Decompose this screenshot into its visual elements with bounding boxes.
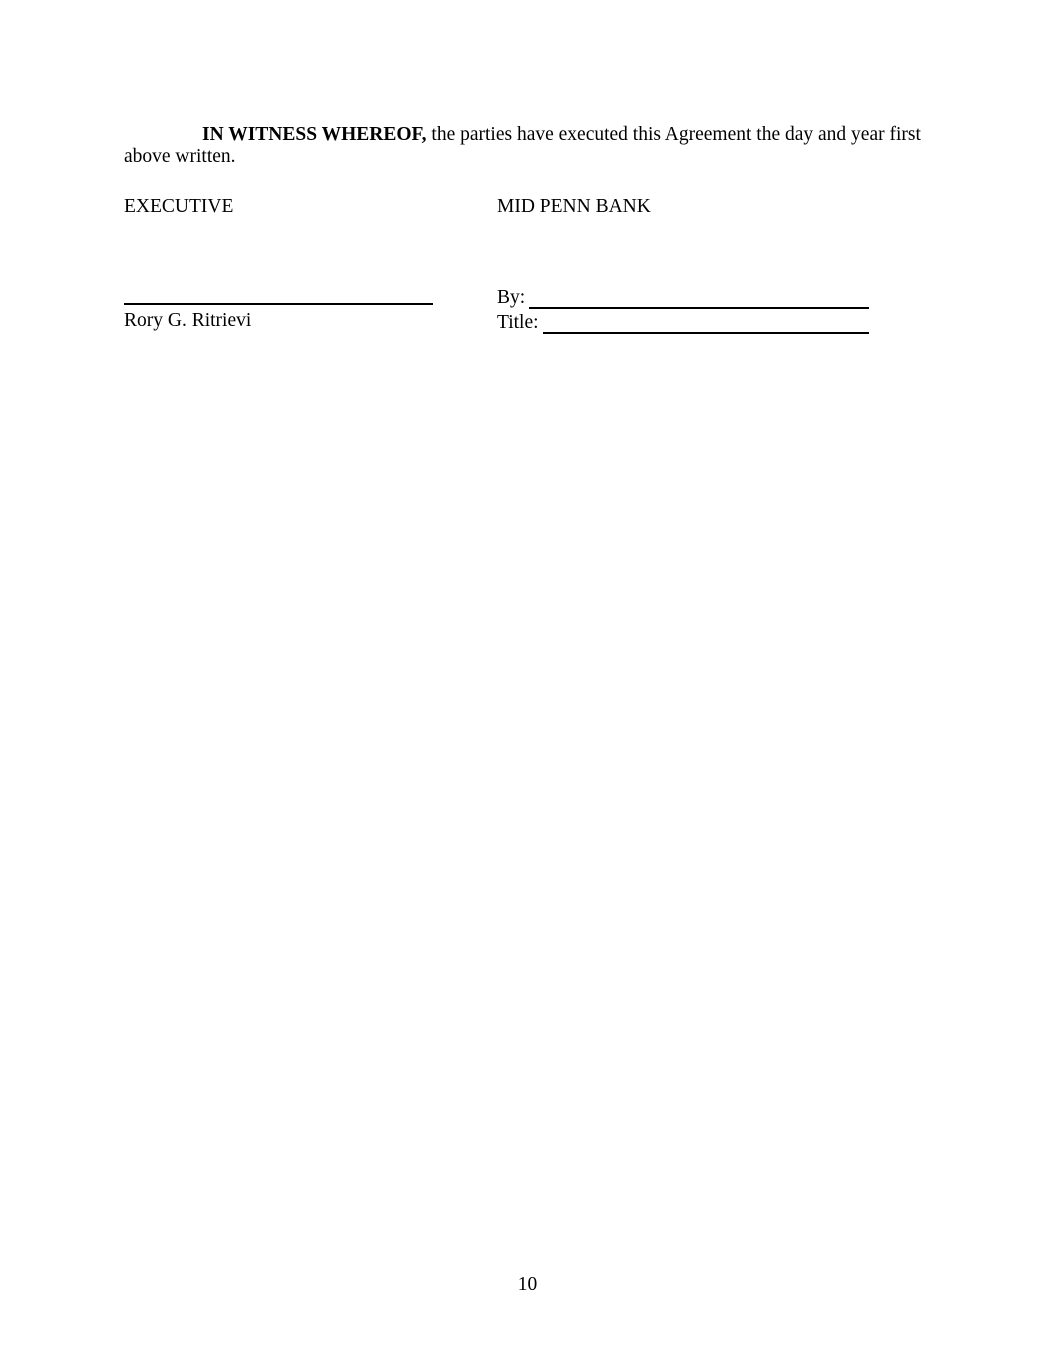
bank-by-row [497,285,869,310]
page-number: 10 [517,1274,538,1295]
executive-signature-line [124,303,433,305]
witness-lead-in: IN WITNESS WHEREOF, [202,124,427,145]
by-signature-line [529,285,869,309]
executive-name: Rory G. Ritrievi [124,310,252,331]
by-label: By: [497,287,526,308]
witness-paragraph [124,124,938,167]
title-signature-line [543,310,869,334]
bank-title-row [497,310,869,335]
witness-body: the parties have executed this Agreement the day and year first above written. [124,124,921,167]
executive-heading: EXECUTIVE [124,196,234,217]
title-label: Title: [497,312,539,333]
bank-heading: MID PENN BANK [497,196,651,217]
